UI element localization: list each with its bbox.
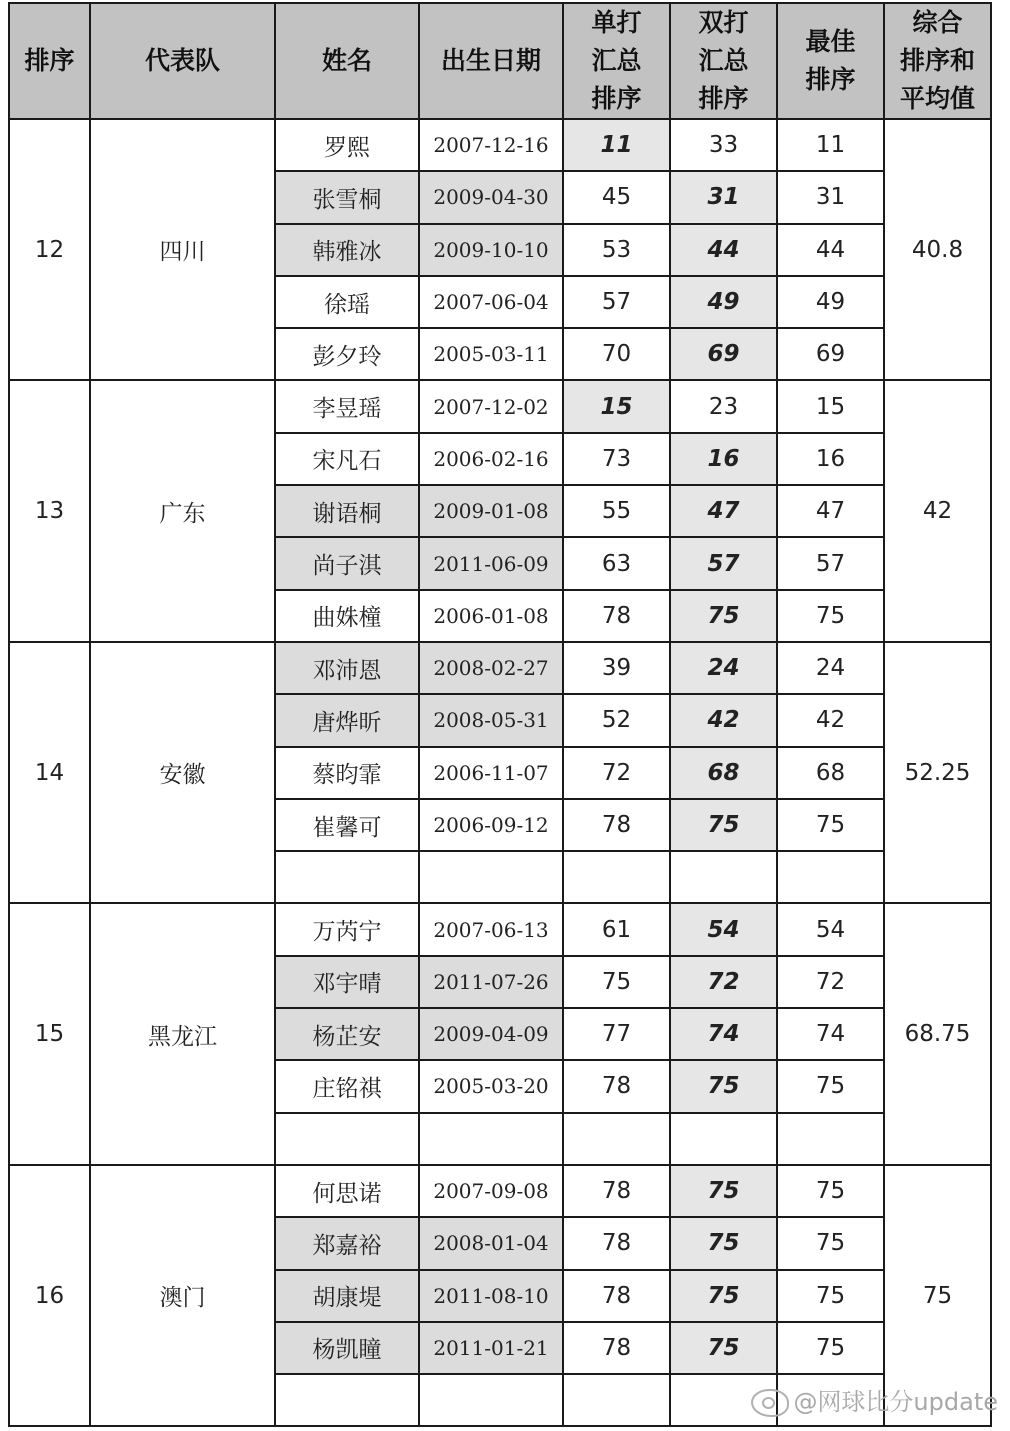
doubles-rank-cell: 44 <box>670 224 777 276</box>
table-row <box>9 642 991 694</box>
header-line: 汇总 <box>698 46 749 75</box>
player-name-cell: 邓宇晴 <box>275 956 419 1008</box>
team-name-cell: 安徽 <box>90 642 275 903</box>
birth-date-cell: 2007-12-02 <box>419 380 563 432</box>
birth-date-cell: 2009-10-10 <box>419 224 563 276</box>
table-row <box>9 903 991 955</box>
best-rank-cell: 44 <box>777 224 884 276</box>
birth-date-cell: 2007-09-08 <box>419 1165 563 1217</box>
best-rank-cell: 75 <box>777 1270 884 1322</box>
player-name-cell: 谢语桐 <box>275 485 419 537</box>
singles-rank-cell: 11 <box>563 119 670 171</box>
player-name-cell: 邓沛恩 <box>275 642 419 694</box>
birth-date-cell: 2006-11-07 <box>419 747 563 799</box>
best-rank-cell: 75 <box>777 1217 884 1269</box>
birth-date-cell: 2009-04-09 <box>419 1008 563 1060</box>
singles-rank-cell: 57 <box>563 276 670 328</box>
best-rank-cell: 16 <box>777 433 884 485</box>
singles-rank-cell: 61 <box>563 903 670 955</box>
best-rank-cell: 75 <box>777 1165 884 1217</box>
singles-rank-cell-empty <box>563 851 670 903</box>
player-name-cell: 庄铭祺 <box>275 1060 419 1112</box>
player-name-cell: 崔馨可 <box>275 799 419 851</box>
header-best-rank <box>777 3 884 119</box>
singles-rank-cell: 70 <box>563 328 670 380</box>
best-rank-cell: 24 <box>777 642 884 694</box>
doubles-rank-cell: 24 <box>670 642 777 694</box>
best-rank-cell: 54 <box>777 903 884 955</box>
best-rank-cell: 69 <box>777 328 884 380</box>
singles-rank-cell: 78 <box>563 1270 670 1322</box>
overall-average-cell: 42 <box>884 380 991 641</box>
birth-date-cell: 2005-03-11 <box>419 328 563 380</box>
doubles-rank-cell: 75 <box>670 1165 777 1217</box>
doubles-rank-cell: 72 <box>670 956 777 1008</box>
ranking-table-container <box>8 2 992 1427</box>
singles-rank-cell: 78 <box>563 1165 670 1217</box>
doubles-rank-cell: 75 <box>670 1322 777 1374</box>
doubles-rank-cell: 54 <box>670 903 777 955</box>
singles-rank-cell: 39 <box>563 642 670 694</box>
birth-date-cell: 2011-06-09 <box>419 537 563 589</box>
doubles-rank-cell: 31 <box>670 171 777 223</box>
watermark <box>751 1382 998 1417</box>
birth-date-cell: 2009-01-08 <box>419 485 563 537</box>
best-rank-cell: 57 <box>777 537 884 589</box>
birth-date-cell-empty <box>419 851 563 903</box>
header-line: 姓名 <box>321 46 372 75</box>
best-rank-cell-empty <box>777 851 884 903</box>
player-name-cell-empty <box>275 1113 419 1165</box>
singles-rank-cell: 45 <box>563 171 670 223</box>
overall-average-cell: 75 <box>884 1165 991 1426</box>
doubles-rank-cell-empty <box>670 1113 777 1165</box>
birth-date-cell: 2006-09-12 <box>419 799 563 851</box>
team-rank-cell: 15 <box>9 903 90 1164</box>
doubles-rank-cell: 75 <box>670 590 777 642</box>
overall-average-cell: 68.75 <box>884 903 991 1164</box>
doubles-rank-cell: 23 <box>670 380 777 432</box>
singles-rank-cell: 77 <box>563 1008 670 1060</box>
doubles-rank-cell: 75 <box>670 1270 777 1322</box>
team-rank-cell: 14 <box>9 642 90 903</box>
singles-rank-cell: 52 <box>563 694 670 746</box>
birth-date-cell: 2011-08-10 <box>419 1270 563 1322</box>
birth-date-cell: 2007-06-13 <box>419 903 563 955</box>
birth-date-cell: 2008-01-04 <box>419 1217 563 1269</box>
singles-rank-cell: 73 <box>563 433 670 485</box>
singles-rank-cell: 78 <box>563 1217 670 1269</box>
singles-rank-cell: 55 <box>563 485 670 537</box>
header-line: 综合 <box>912 8 963 37</box>
table-row <box>9 119 991 171</box>
singles-rank-cell: 78 <box>563 1060 670 1112</box>
header-overall-average <box>884 3 991 119</box>
doubles-rank-cell: 75 <box>670 1217 777 1269</box>
doubles-rank-cell: 49 <box>670 276 777 328</box>
header-birth-date <box>419 3 563 119</box>
player-name-cell: 徐瑶 <box>275 276 419 328</box>
player-name-cell: 蔡昀霏 <box>275 747 419 799</box>
birth-date-cell-empty <box>419 1374 563 1426</box>
player-name-cell-empty <box>275 851 419 903</box>
player-name-cell: 万芮宁 <box>275 903 419 955</box>
player-name-cell: 唐烨昕 <box>275 694 419 746</box>
best-rank-cell: 11 <box>777 119 884 171</box>
singles-rank-cell-empty <box>563 1374 670 1426</box>
header-line: 双打 <box>698 8 749 37</box>
header-line: 出生日期 <box>440 46 541 75</box>
header-line: 平均值 <box>899 84 975 113</box>
best-rank-cell: 75 <box>777 1322 884 1374</box>
watermark-text: @网球比分update <box>793 1388 998 1416</box>
best-rank-cell: 47 <box>777 485 884 537</box>
team-name-cell: 广东 <box>90 380 275 641</box>
birth-date-cell: 2008-02-27 <box>419 642 563 694</box>
singles-rank-cell-empty <box>563 1113 670 1165</box>
team-rank-cell: 12 <box>9 119 90 380</box>
doubles-rank-cell: 74 <box>670 1008 777 1060</box>
team-name-cell: 黑龙江 <box>90 903 275 1164</box>
player-name-cell: 罗熙 <box>275 119 419 171</box>
header-line: 最佳 <box>805 27 856 56</box>
best-rank-cell: 68 <box>777 747 884 799</box>
table-row <box>9 380 991 432</box>
birth-date-cell: 2009-04-30 <box>419 171 563 223</box>
table-body <box>9 119 991 1426</box>
weibo-logo-icon <box>751 1389 789 1417</box>
header-row <box>9 3 991 119</box>
player-name-cell: 胡康堤 <box>275 1270 419 1322</box>
team-name-cell: 四川 <box>90 119 275 380</box>
best-rank-cell: 31 <box>777 171 884 223</box>
doubles-rank-cell: 68 <box>670 747 777 799</box>
header-line: 排序 <box>591 84 642 113</box>
best-rank-cell: 75 <box>777 1060 884 1112</box>
birth-date-cell: 2007-06-04 <box>419 276 563 328</box>
best-rank-cell: 75 <box>777 799 884 851</box>
team-name-cell: 澳门 <box>90 1165 275 1426</box>
player-name-cell-empty <box>275 1374 419 1426</box>
best-rank-cell: 75 <box>777 590 884 642</box>
singles-rank-cell: 78 <box>563 590 670 642</box>
singles-rank-cell: 15 <box>563 380 670 432</box>
best-rank-cell-empty <box>777 1113 884 1165</box>
best-rank-cell: 15 <box>777 380 884 432</box>
singles-rank-cell: 75 <box>563 956 670 1008</box>
header-line: 汇总 <box>591 46 642 75</box>
player-name-cell: 尚子淇 <box>275 537 419 589</box>
doubles-rank-cell: 16 <box>670 433 777 485</box>
doubles-rank-cell: 33 <box>670 119 777 171</box>
singles-rank-cell: 72 <box>563 747 670 799</box>
header-line: 排序 <box>24 46 75 75</box>
player-name-cell: 杨凯瞳 <box>275 1322 419 1374</box>
birth-date-cell: 2011-07-26 <box>419 956 563 1008</box>
singles-rank-cell: 63 <box>563 537 670 589</box>
team-rank-cell: 16 <box>9 1165 90 1426</box>
header-line: 代表队 <box>144 46 220 75</box>
header-singles-rank <box>563 3 670 119</box>
singles-rank-cell: 78 <box>563 799 670 851</box>
doubles-rank-cell: 42 <box>670 694 777 746</box>
player-name-cell: 杨芷安 <box>275 1008 419 1060</box>
header-rank <box>9 3 90 119</box>
ranking-table <box>8 2 992 1427</box>
doubles-rank-cell: 75 <box>670 1060 777 1112</box>
overall-average-cell: 40.8 <box>884 119 991 380</box>
best-rank-cell: 74 <box>777 1008 884 1060</box>
player-name-cell: 韩雅冰 <box>275 224 419 276</box>
doubles-rank-cell: 57 <box>670 537 777 589</box>
header-doubles-rank <box>670 3 777 119</box>
best-rank-cell: 49 <box>777 276 884 328</box>
birth-date-cell: 2007-12-16 <box>419 119 563 171</box>
player-name-cell: 张雪桐 <box>275 171 419 223</box>
singles-rank-cell: 78 <box>563 1322 670 1374</box>
doubles-rank-cell: 69 <box>670 328 777 380</box>
doubles-rank-cell: 47 <box>670 485 777 537</box>
table-header <box>9 3 991 119</box>
birth-date-cell: 2008-05-31 <box>419 694 563 746</box>
best-rank-cell: 72 <box>777 956 884 1008</box>
birth-date-cell: 2006-02-16 <box>419 433 563 485</box>
player-name-cell: 郑嘉裕 <box>275 1217 419 1269</box>
player-name-cell: 曲姝橦 <box>275 590 419 642</box>
doubles-rank-cell-empty <box>670 851 777 903</box>
player-name-cell: 何思诺 <box>275 1165 419 1217</box>
header-line: 排序和 <box>899 46 975 75</box>
singles-rank-cell: 53 <box>563 224 670 276</box>
doubles-rank-cell: 75 <box>670 799 777 851</box>
birth-date-cell: 2005-03-20 <box>419 1060 563 1112</box>
header-line: 单打 <box>591 8 642 37</box>
birth-date-cell: 2011-01-21 <box>419 1322 563 1374</box>
birth-date-cell: 2006-01-08 <box>419 590 563 642</box>
header-line: 排序 <box>805 65 856 94</box>
birth-date-cell-empty <box>419 1113 563 1165</box>
best-rank-cell: 42 <box>777 694 884 746</box>
player-name-cell: 李昱瑶 <box>275 380 419 432</box>
table-row <box>9 1165 991 1217</box>
header-name <box>275 3 419 119</box>
overall-average-cell: 52.25 <box>884 642 991 903</box>
player-name-cell: 宋凡石 <box>275 433 419 485</box>
player-name-cell: 彭夕玲 <box>275 328 419 380</box>
header-team <box>90 3 275 119</box>
team-rank-cell: 13 <box>9 380 90 641</box>
header-line: 排序 <box>698 84 749 113</box>
